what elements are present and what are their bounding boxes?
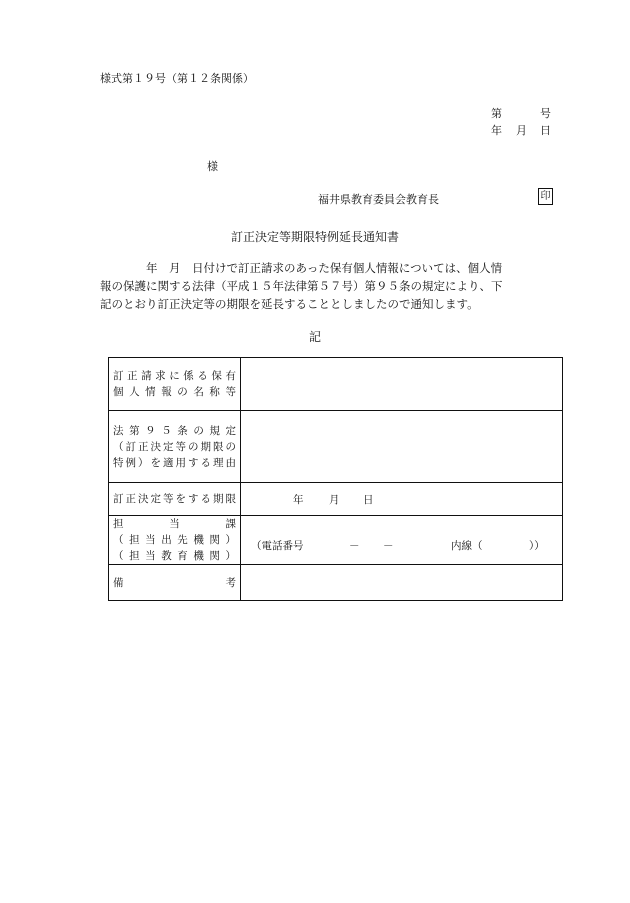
extension-close: ）） [529, 540, 545, 552]
body-line: 記のとおり訂正決定等の期限を延長することとしましたので通知します。 [100, 297, 479, 311]
label-deadline: 訂正決定等をする期限 [109, 483, 241, 516]
label-info-name: 訂正請求に係る保有 個人情報の名称等 [109, 358, 241, 411]
document-title: 訂正決定等期限特例延長通知書 [230, 230, 399, 244]
date-year: 年 [491, 124, 502, 137]
extension-label: 内線（ [451, 540, 483, 552]
value-info-name[interactable] [241, 358, 563, 411]
table-row [109, 483, 563, 516]
seal-box: 印 [538, 188, 553, 205]
tel-label: （電話番号 [251, 540, 304, 552]
value-reason[interactable] [241, 411, 563, 483]
tel-dash-1: － [349, 540, 360, 552]
deadline-month: 月 [329, 494, 340, 506]
date-day: 日 [540, 124, 551, 137]
table-row [109, 411, 563, 483]
form-table [108, 357, 563, 601]
deadline-year: 年 [293, 494, 304, 506]
body-paragraph [100, 259, 503, 313]
value-department[interactable] [241, 516, 563, 565]
table-row [109, 565, 563, 601]
form-number: 様式第１９号（第１２条関係） [100, 72, 254, 85]
date-month: 月 [516, 124, 527, 137]
sender-name: 福井県教育委員会教育長 [318, 193, 439, 206]
addressee-suffix: 様 [207, 160, 218, 173]
ki-heading: 記 [308, 330, 321, 344]
body-line: 報の保護に関する法律（平成１５年法律第５７号）第９５条の規定により、下 [100, 279, 503, 293]
tel-dash-2: － [383, 540, 394, 552]
label-remarks: 備 考 [109, 565, 241, 601]
value-deadline[interactable] [241, 483, 563, 516]
value-remarks[interactable] [241, 565, 563, 601]
label-department: 担 当 課 （担当出先機関） （担当教育機関） [109, 516, 241, 565]
document-number-suffix: 号 [540, 107, 551, 120]
table-row [109, 358, 563, 411]
body-line: 年 月 日付けで訂正請求のあった保有個人情報については、個人情 [100, 261, 503, 275]
label-reason: 法第９５条の規定 （訂正決定等の期限の 特例）を適用する理由 [109, 411, 241, 483]
deadline-day: 日 [363, 494, 374, 506]
document-number-prefix: 第 [491, 107, 502, 120]
table-row [109, 516, 563, 565]
